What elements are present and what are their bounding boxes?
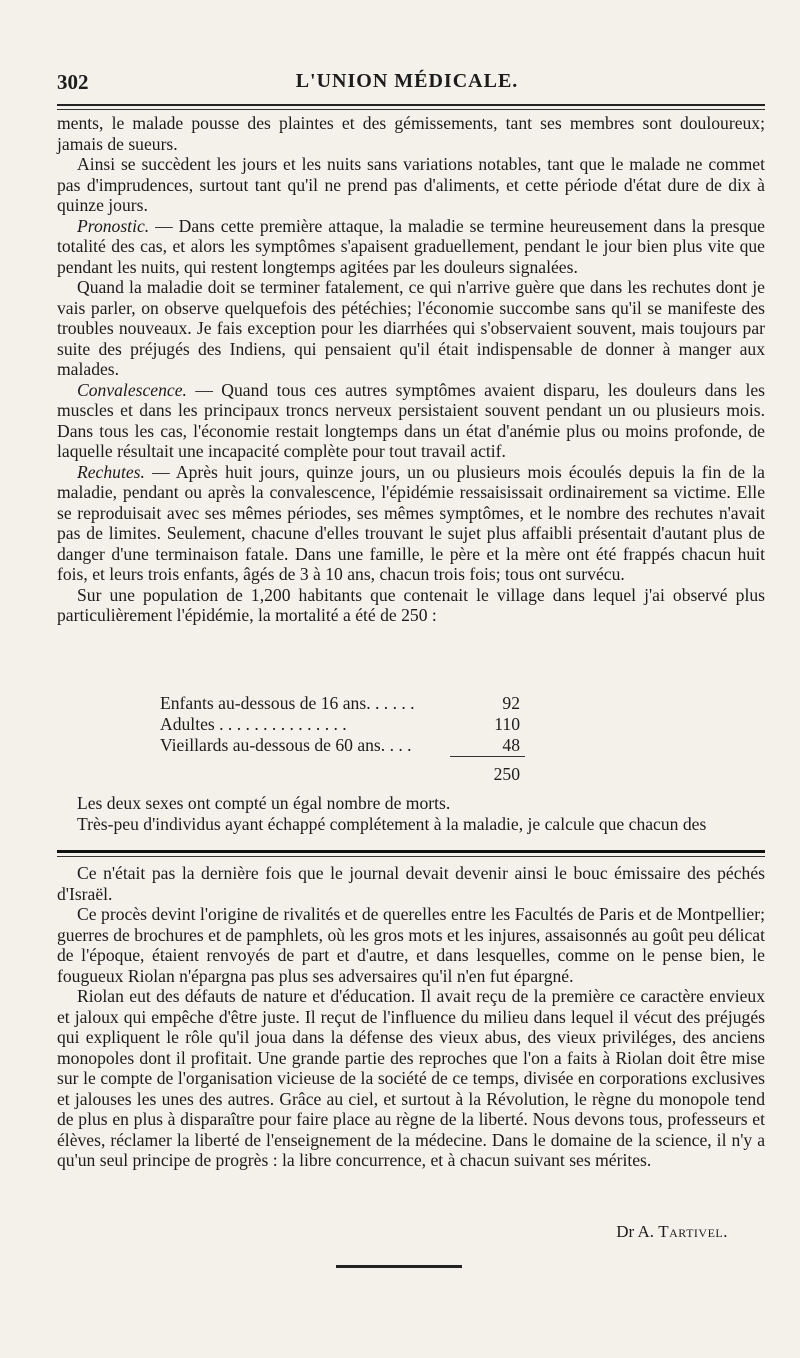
row-label: Vieillards au-dessous de 60 ans. . . . — [160, 735, 412, 755]
feuilleton-body — [57, 863, 765, 1171]
table-row — [160, 714, 540, 735]
paragraph-pronostic — [57, 216, 765, 278]
mortality-table — [160, 693, 540, 785]
row-label: Enfants au-dessous de 16 ans. . . . . . — [160, 693, 415, 713]
article-body-continued — [57, 793, 765, 834]
table-total-row — [160, 764, 540, 785]
paragraph: Sur une population de 1,200 habitants que contenait le village dans lequel j'ai observé plus particulièrement l'épidémie, la mortalité a été de 250 : — [57, 584, 765, 625]
page-header — [57, 62, 757, 96]
paragraph-rechutes — [57, 462, 765, 585]
total-value: 250 — [493, 764, 520, 784]
row-value: 48 — [502, 735, 520, 755]
paragraph-text: — Dans cette première attaque, la maladie se termine heureusement dans la presque totalité des cas, et alors les symptômes s'apaisent graduellement, pendant le jour bien plus vite que pendant les nuits, qui restent longtemps agitées par les douleurs signalées. — [57, 215, 765, 277]
row-value: 92 — [502, 693, 520, 713]
section-term: Convalescence. — [77, 379, 187, 400]
running-title: L'UNION MÉDICALE. — [295, 70, 519, 92]
total-rule — [450, 756, 525, 757]
section-term: Rechutes. — [77, 461, 145, 482]
table-row — [160, 735, 540, 756]
article-body-upper — [57, 113, 765, 626]
paragraph: ments, le malade pousse des plaintes et des gémissements, tant ses membres sont douloureux; jamais de sueurs. — [57, 113, 765, 154]
paragraph-text: — Après huit jours, quinze jours, un ou plusieurs mois écoulés depuis la fin de la maladie, pendant ou après la convalescence, l'épidémie ressaisissait ordinairement sa victime. Elle se reproduisait avec ses mêmes périodes, ses mêmes symptômes, et le nombre des rechutes n'avait pas de limites. Seulement, chacune d'elles trouvant le sujet plus affaibli présentait d'autant plus de danger d'une terminaison fatale. Dans une famille, le père et la mère ont été frappés chacun huit fois, et leurs trois enfants, âgés de 3 à 10 ans, chacun trois fois; tous ont survécu. — [57, 461, 765, 584]
paragraph: Riolan eut des défauts de nature et d'éducation. Il avait reçu de la première ce caractère envieux et jaloux qui empêche d'être juste. Il reçut de l'influence du milieu dans lequel il vécut des préjugés qui expliquent le rôle qu'il joua dans la défense des vieux abus, des vieux priviléges, des anciens monopoles dont il profitait. Une grande partie des reproches que l'on a faits à Riolan doit être mise sur le compte de l'organisation vicieuse de la société de ce temps, divisée en corporations exclusives et jalouses les unes des autres. Grâce au ciel, et surtout à la Révolution, le règne du monopole tend de plus en plus à disparaître pour faire place au règne de la liberté. Nous devons tous, professeurs et élèves, réclamer la liberté de l'enseignement de la médecine. Dans le domaine de la science, il n'y a qu'un seul principe de progrès : la libre concurrence, et à chacun suivant ses mérites. — [57, 986, 765, 1170]
page-number: 302 — [57, 70, 89, 94]
section-term: Pronostic. — [77, 215, 150, 236]
paragraph: Ainsi se succèdent les jours et les nuits sans variations notables, tant que le malade ne commet pas d'imprudences, surtout tant qu'il ne prend pas d'aliments, et cette période d'état dure de dix à quinze jours. — [57, 154, 765, 215]
end-rule — [336, 1265, 462, 1268]
signature-name: Tartivel. — [658, 1222, 728, 1241]
feuilleton-separator — [57, 850, 765, 857]
paragraph: Ce procès devint l'origine de rivalités et de querelles entre les Facultés de Paris et de Montpellier; guerres de brochures et de pamphlets, où les gros mots et les injures, assaisonnés au goût peu délicat de l'époque, étaient renvoyés de part et d'autre, et dans lesquelles, comme on le pense bien, le fougueux Riolan n'épargna pas plus ses adversaires qu'il n'en fut épargné. — [57, 904, 765, 986]
header-rule — [57, 104, 765, 106]
author-signature — [616, 1222, 728, 1242]
table-row — [160, 693, 540, 714]
paragraph: Très-peu d'individus ayant échappé complétement à la maladie, je calcule que chacun des — [77, 813, 707, 834]
paragraph-text: — Quand tous ces autres symptômes avaient disparu, les douleurs dans les muscles et dans les principaux troncs nerveux persistaient souvent pendant un ou plusieurs mois. Dans tous les cas, l'économie restait longtemps dans un état d'anémie plus ou moins profonde, de laquelle résultait une incapacité complète pour tout travail actif. — [57, 379, 765, 461]
signature-prefix: Dr A. — [616, 1222, 659, 1241]
row-value: 110 — [494, 714, 520, 734]
paragraph: Les deux sexes ont compté un égal nombre de morts. — [77, 793, 451, 813]
paragraph-convalescence — [57, 380, 765, 462]
row-label: Adultes . . . . . . . . . . . . . . . — [160, 714, 347, 734]
paragraph: Ce n'était pas la dernière fois que le journal devait devenir ainsi le bouc émissaire des péchés d'Israël. — [57, 863, 765, 904]
paragraph: Quand la maladie doit se terminer fatalement, ce qui n'arrive guère que dans les rechutes dont je vais parler, on observe quelquefois des pétéchies; l'économie succombe sans qu'il se manifeste des troubles nouveaux. Je fais exception pour les diarrhées qui s'observaient souvent, mais toujours par suite des préjugés des Indiens, qui pensaient qu'il était indispensable de donner à manger aux malades. — [57, 277, 765, 379]
